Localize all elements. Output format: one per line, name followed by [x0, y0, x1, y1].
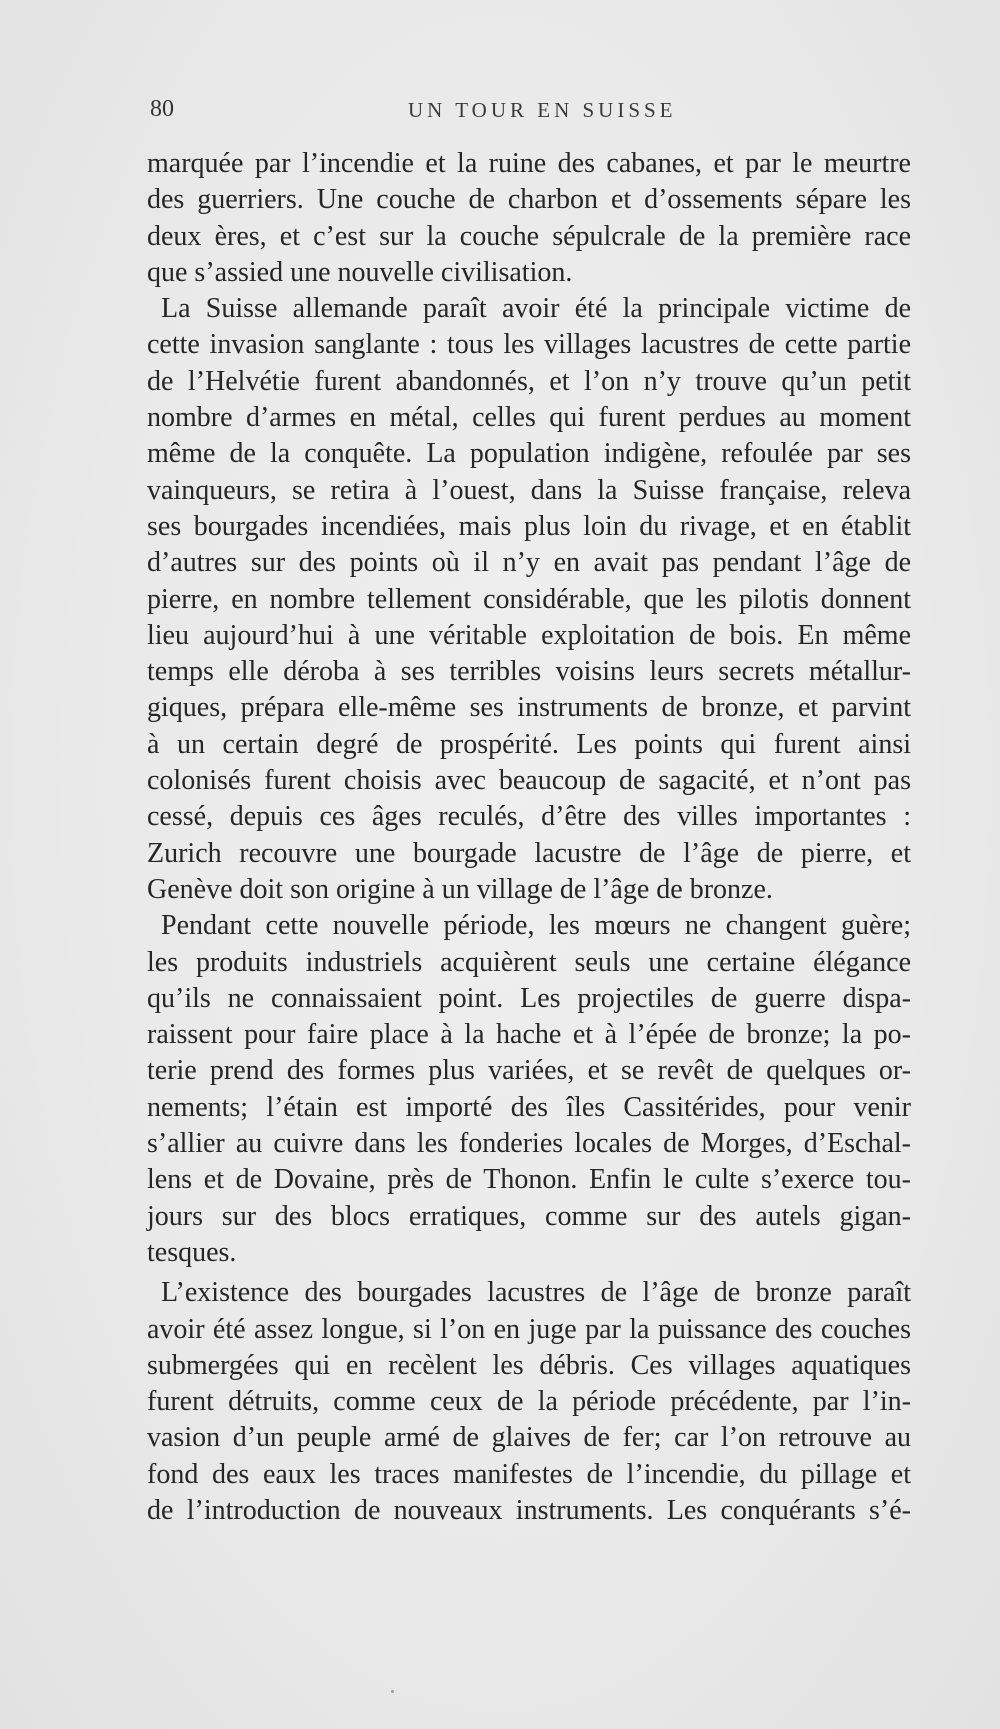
text-line: vasion d’un peuple armé de glaives de fer; car l’on retrouve au: [147, 1422, 911, 1454]
text-line: marquée par l’incendie et la ruine des cabanes, et par le meurtre: [147, 148, 911, 179]
text-line: Pendant cette nouvelle période, les mœurs ne changent guère;: [161, 910, 911, 942]
text-line: giques, prépara elle-même ses instruments de bronze, et parvint: [147, 692, 911, 724]
text-line: pierre, en nombre tellement considérable, que les pilotis donnent: [147, 583, 911, 615]
paper-speck: [391, 1690, 394, 1693]
text-line: cette invasion sanglante : tous les villages lacustres de cette partie: [147, 329, 911, 361]
text-line: fond des eaux les traces manifestes de l’incendie, du pillage et: [147, 1458, 911, 1490]
text-line: jours sur des blocs erratiques, comme sur des autels gigan-: [147, 1200, 911, 1232]
text-line: même de la conquête. La population indigène, refoulée par ses: [147, 438, 911, 470]
text-line: qu’ils ne connaissaient point. Les projectiles de guerre dispa-: [147, 982, 911, 1014]
text-line: de l’introduction de nouveaux instruments. Les conquérants s’é-: [147, 1494, 911, 1526]
text-line: à un certain degré de prospérité. Les points qui furent ainsi: [147, 728, 911, 760]
paragraph-1: [147, 146, 911, 291]
text-line: temps elle déroba à ses terribles voisins leurs secrets métallur-: [147, 656, 911, 688]
body-text: [147, 146, 911, 1529]
text-line: La Suisse allemande paraît avoir été la principale victime de: [161, 293, 911, 325]
paragraph-3: [147, 908, 911, 1271]
text-line: s’allier au cuivre dans les fonderies locales de Morges, d’Eschal-: [147, 1128, 911, 1160]
text-line: nombre d’armes en métal, celles qui furent perdues au moment: [147, 402, 911, 434]
text-line: d’autres sur des points où il n’y en avait pas pendant l’âge de: [147, 547, 911, 579]
text-line: de l’Helvétie furent abandonnés, et l’on n’y trouve qu’un petit: [147, 365, 911, 397]
text-line: ses bourgades incendiées, mais plus loin du rivage, et en établit: [147, 510, 911, 542]
text-line: furent détruits, comme ceux de la période précédente, par l’in-: [147, 1386, 911, 1418]
text-line: L’existence des bourgades lacustres de l’âge de bronze paraît: [161, 1277, 911, 1309]
text-line: deux ères, et c’est sur la couche sépulcrale de la première race: [147, 220, 911, 252]
running-title: UN TOUR EN SUISSE: [408, 98, 677, 122]
text-line: Genève doit son origine à un village de l’âge de bronze.: [147, 873, 773, 905]
text-line: Zurich recouvre une bourgade lacustre de l’âge de pierre, et: [147, 837, 911, 869]
text-line: avoir été assez longue, si l’on en juge par la puissance des couches: [147, 1313, 911, 1345]
running-header: [150, 96, 910, 126]
text-line: colonisés furent choisis avec beaucoup de sagacité, et n’ont pas: [147, 765, 911, 797]
paragraph-4: [147, 1275, 911, 1529]
text-line: terie prend des formes plus variées, et se revêt de quelques or-: [147, 1055, 911, 1087]
text-line: les produits industriels acquièrent seuls une certaine élégance: [147, 946, 911, 978]
text-line: tesques.: [147, 1236, 237, 1268]
text-line: lens et de Dovaine, près de Thonon. Enfin le culte s’exerce tou-: [147, 1164, 911, 1196]
text-line: nements; l’étain est importé des îles Cassitérides, pour venir: [147, 1091, 911, 1123]
paragraph-2: [147, 291, 911, 908]
text-line: que s’assied une nouvelle civilisation.: [147, 256, 573, 288]
text-line: raissent pour faire place à la hache et à l’épée de bronze; la po-: [147, 1019, 911, 1051]
text-line: des guerriers. Une couche de charbon et d’ossements sépare les: [147, 184, 911, 216]
text-line: submergées qui en recèlent les débris. Ces villages aquatiques: [147, 1349, 911, 1381]
text-line: lieu aujourd’hui à une véritable exploitation de bois. En même: [147, 619, 911, 651]
text-line: vainqueurs, se retira à l’ouest, dans la Suisse française, releva: [147, 474, 911, 506]
page-number: 80: [150, 96, 174, 122]
text-line: cessé, depuis ces âges reculés, d’être des villes importantes :: [147, 801, 911, 833]
